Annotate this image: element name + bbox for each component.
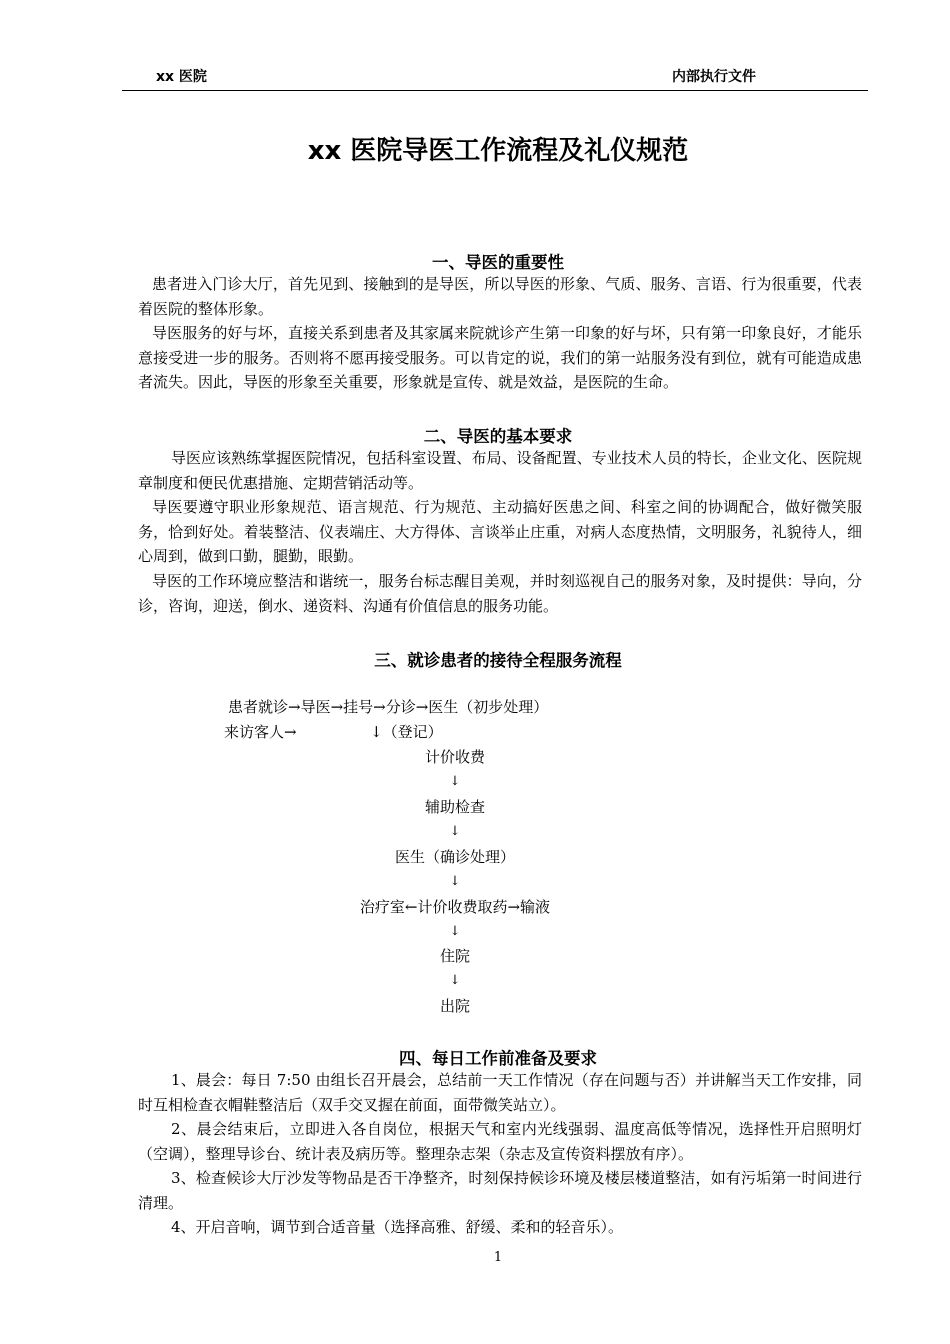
- section2-heading: 二、导医的基本要求: [423, 427, 573, 446]
- section4-item-4: 4、开启音响，调节到合适音量（选择高雅、舒缓、柔和的轻音乐）。: [171, 1218, 624, 1236]
- flow-arrow-down-icon: ↓: [449, 774, 461, 789]
- flow-arrow-down-icon: ↓: [449, 924, 461, 939]
- section4-item-2: 2、晨会结束后，立即进入各自岗位，根据天气和室内光线强弱、温度高低等情况，选择性开启照明灯（空调），整理导诊台、统计表及病历等。整理杂志架（杂志及宣传资料摆放有序）。: [138, 1120, 862, 1163]
- flow-step-diagnosis: 医生（确诊处理）: [394, 848, 515, 866]
- flow-step-hospitalization: 住院: [439, 947, 470, 965]
- section4-item-1: 1、晨会：每日 7:50 由组长召开晨会，总结前一天工作情况（存在问题与否）并讲解当天工作安排，同时互相检查衣帽鞋整洁后（双手交叉握在前面，面带微笑站立）。: [138, 1071, 862, 1114]
- section2-paragraph-1: 导医应该熟练掌握医院情况，包括科室设置、布局、设备配置、专业技术人员的特长，企业文化、医院规章制度和便民优惠措施、定期营销活动等。: [138, 449, 862, 492]
- flow-step-billing: 计价收费: [424, 748, 485, 766]
- section3-heading: 三、就诊患者的接待全程服务流程: [374, 651, 622, 670]
- flow-step-discharge: 出院: [439, 997, 470, 1015]
- flow-arrow-down-icon: ↓: [449, 973, 461, 988]
- section2-paragraph-3: 导医的工作环境应整洁和谐统一，服务台标志醒目美观，并时刻巡视自己的服务对象，及时提供：导向，分诊，咨询，迎送，倒水、递资料、沟通有价值信息的服务功能。: [138, 572, 862, 615]
- document-title: xx 医院导医工作流程及礼仪规范: [307, 136, 689, 166]
- flow-line-1: 患者就诊→导医→挂号→分诊→医生（初步处理）: [228, 698, 549, 716]
- header-doc-type: 内部执行文件: [672, 69, 756, 85]
- section1-paragraph-2: 导医服务的好与坏，直接关系到患者及其家属来院就诊产生第一印象的好与坏，只有第一印象良好，才能乐意接受进一步的服务。否则将不愿再接受服务。可以肯定的说，我们的第一站服务没有到位，就有可能造成患者流失。因此，导医的形象至关重要，形象就是宣传、就是效益，是医院的生命。: [138, 324, 862, 391]
- flow-visitor: 来访客人→: [224, 723, 297, 741]
- section4-item-3: 3、检查候诊大厅沙发等物品是否干净整齐，时刻保持候诊环境及楼层楼道整洁，如有污垢第一时间进行清理。: [138, 1169, 862, 1212]
- page-number: 1: [493, 1250, 503, 1265]
- flow-arrow-down-icon: ↓: [449, 824, 461, 839]
- section4-heading: 四、每日工作前准备及要求: [399, 1049, 597, 1068]
- flow-step-auxiliary-exam: 辅助检查: [424, 798, 485, 816]
- section1-paragraph-1: 患者进入门诊大厅，首先见到、接触到的是导医，所以导医的形象、气质、服务、言语、行为很重要，代表着医院的整体形象。: [138, 275, 862, 318]
- flow-register: ↓（登记）: [370, 723, 443, 741]
- flow-arrow-down-icon: ↓: [449, 874, 461, 889]
- header-hospital-name: xx 医院: [156, 69, 207, 85]
- header-rule: [122, 90, 868, 91]
- flow-step-treatment: 治疗室←计价收费取药→输液: [359, 898, 551, 916]
- section1-heading: 一、导医的重要性: [432, 253, 564, 272]
- section2-paragraph-2: 导医要遵守职业形象规范、语言规范、行为规范、主动搞好医患之间、科室之间的协调配合，做好微笑服务，恰到好处。着装整洁、仪表端庄、大方得体、言谈举止庄重，对病人态度热情，文明服务，礼貌待人，细心周到，做到口勤，腿勤，眼勤。: [138, 498, 862, 565]
